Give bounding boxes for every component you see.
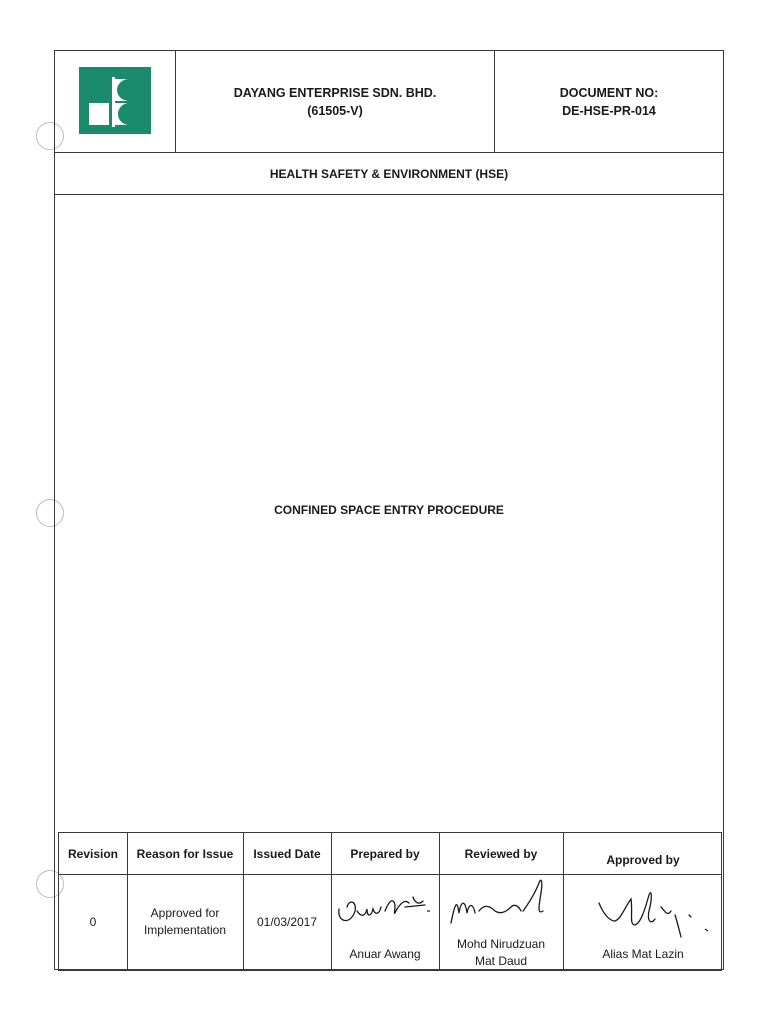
header-reviewed-by: Reviewed by	[464, 846, 538, 861]
document-number-value: DE-HSE-PR-014	[562, 103, 656, 118]
reviewed-by-line-2: Mat Daud	[474, 954, 528, 968]
dayang-logo-icon	[79, 67, 151, 134]
revision-table	[58, 832, 722, 971]
company-name: DAYANG ENTERPRISE SDN. BHD.	[233, 85, 437, 100]
header-approved-by: Approved by	[606, 852, 680, 867]
logo-cell	[55, 51, 176, 152]
reason-line-2: Implementation	[143, 923, 227, 937]
document-title: CONFINED SPACE ENTRY PROCEDURE	[274, 503, 504, 517]
cell-reason-for-issue	[127, 874, 243, 970]
header-prepared-by: Prepared by	[350, 846, 420, 861]
cell-revision: 0	[89, 914, 97, 929]
approved-by-signature	[589, 885, 721, 945]
company-registration: (61505-V)	[307, 103, 363, 118]
cell-prepared-by: Anuar Awang	[349, 946, 421, 961]
cell-issued-date: 01/03/2017	[256, 914, 318, 929]
document-number-label: DOCUMENT NO:	[559, 85, 659, 100]
header-reason-for-issue: Reason for Issue	[136, 846, 234, 861]
header-issued-date: Issued Date	[253, 846, 321, 861]
document-number-cell	[495, 51, 723, 152]
header-revision: Revision	[67, 846, 118, 861]
document-header	[55, 51, 723, 153]
reviewed-by-signature	[445, 873, 557, 931]
reviewed-by-line-1: Mohd Nirudzuan	[456, 937, 546, 951]
department-row	[55, 153, 723, 195]
cell-reviewed-by	[439, 935, 563, 971]
company-cell	[176, 51, 495, 152]
prepared-by-signature	[335, 887, 439, 931]
reason-line-1: Approved for	[150, 906, 220, 920]
cell-approved-by: Alias Mat Lazin	[602, 946, 684, 961]
department-title: HEALTH SAFETY & ENVIRONMENT (HSE)	[269, 166, 509, 181]
